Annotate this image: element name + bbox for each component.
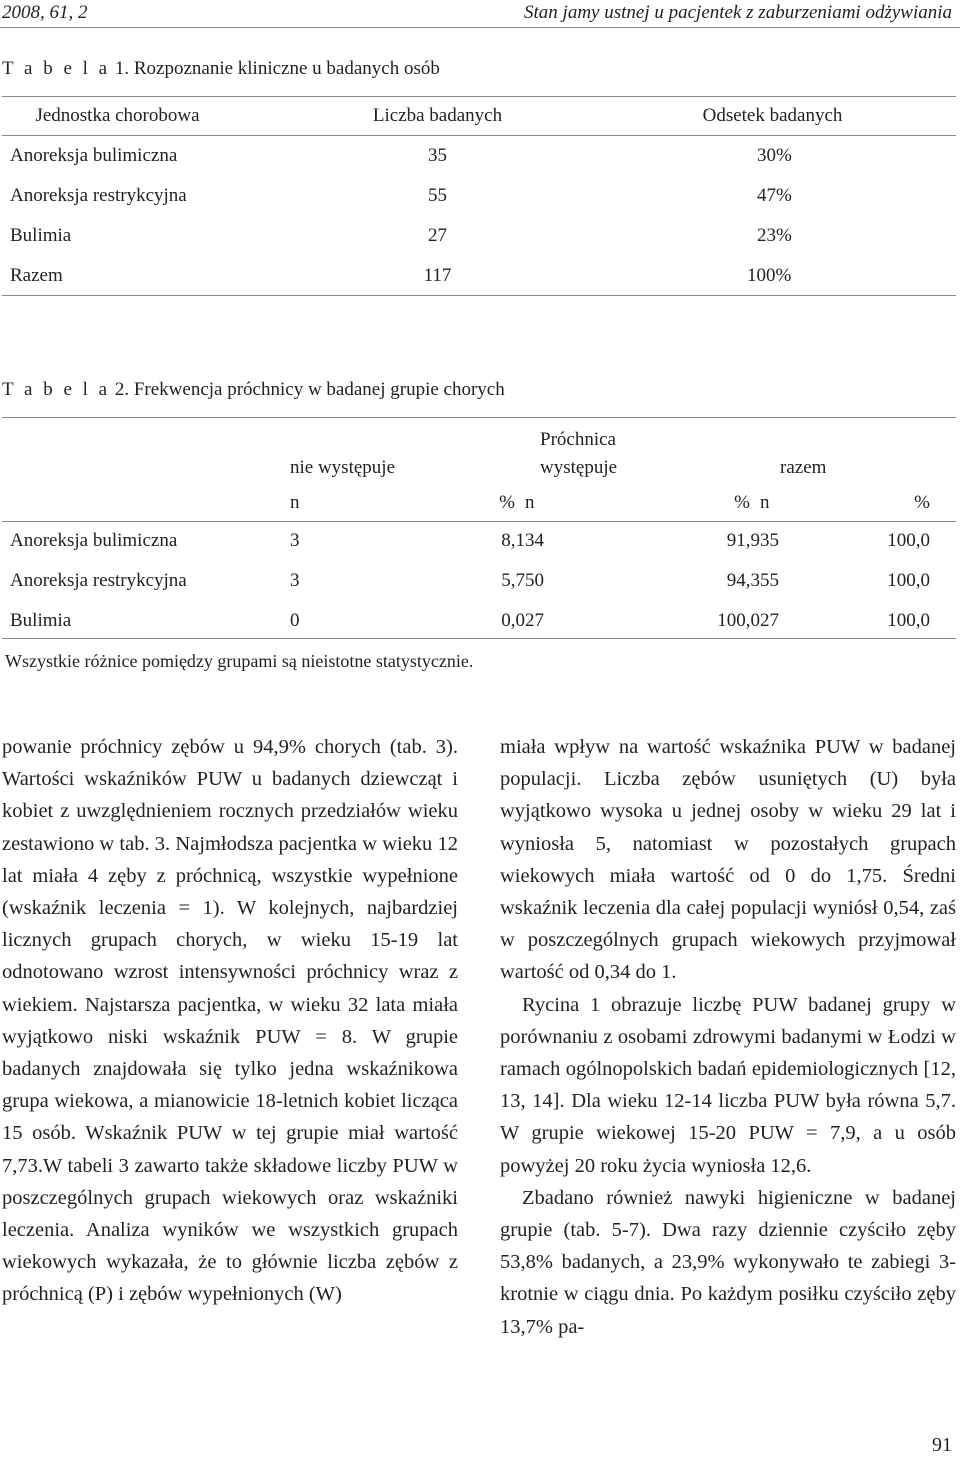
table1-cell: Anoreksja restrykcyjna: [10, 185, 187, 206]
table2-subheader-row: [10, 451, 930, 485]
table1: [10, 96, 890, 296]
table2-unit-row: [10, 485, 930, 521]
table2-note: Wszystkie różnice pomiędzy grupami są nieistotne statystycznie.: [5, 651, 474, 671]
table1-cell: 27: [428, 225, 447, 246]
table1-header-row: [10, 96, 890, 136]
table2-cell: 27: [525, 610, 544, 631]
body-column-left: [2, 731, 458, 1311]
body-paragraph: powanie próchnicy zębów u 94,9% chorych (tab. 3). Wartości wskaźników PUW u badanych dziewcząt i kobiet z uwzględnieniem rocznych przedziałów wieku zestawiono w tab. 3. Najmłodsza pacjentka w wieku 12 lat miała 4 zęby z próchnicą, wszystkie wypełnione (wskaźnik leczenia = 1). W kolejnych, najbardziej licznych grupach chorych, w wieku 15-19 lat odnotowano wzrost intensywności próchnicy wraz z wiekiem. Najstarsza pacjentka, w wieku 32 lata miała wyjątkowo niski wskaźnik PUW = 8. W grupie badanych znajdowała się tylko jedna wskaźnikowa grupa wiekowa, a mianowicie 18-letnich kobiet licząca 15 osób. Wskaźnik PUW w tej grupie miał wartość 7,73.W tabeli 3 zawarto także składowe liczby PUW w poszczególnych grupach wiekowych oraz wskaźniki leczenia. Analiza wyników we wszystkich grupach wiekowych wykazała, że to głównie liczba zębów z próchnicą (P) i zębów wypełnionych (W): [2, 736, 458, 1306]
table1-header-cell: Odsetek badanych: [702, 105, 843, 126]
table1-number: 1.: [114, 58, 130, 79]
table2-cell: 100,0: [887, 530, 930, 551]
table2-cell: 0: [290, 610, 300, 631]
table2-subheader: nie występuje: [290, 457, 396, 478]
body-paragraph: Zbadano również nawyki higieniczne w badanej grupie (tab. 5-7). Dwa razy dziennie czyściło zęby 53,8% badanych, a 23,9% wykonywało te zabiegi 3-krotnie w ciągu dnia. Po każdym posiłku czyściło zęby 13,7% pa-: [500, 1186, 956, 1338]
table2-unit-header: n: [760, 492, 770, 513]
table2-unit-header: n: [290, 492, 300, 513]
table2-number: 2.: [114, 379, 130, 400]
table1-cell: 23%: [757, 225, 792, 246]
table2-row: [10, 561, 930, 601]
table2-caption: [2, 379, 505, 401]
table2-cell: 94,3: [726, 570, 760, 591]
table2-cell: 8,1: [501, 530, 525, 551]
table2-cell: 3: [290, 530, 300, 551]
table1-header-cell: Jednostka chorobowa: [35, 105, 200, 126]
table2-title: Frekwencja próchnicy w badanej grupie chorych: [133, 379, 505, 400]
table2-group-header: Próchnica: [540, 429, 616, 450]
table1-header-cell: Liczba badanych: [372, 105, 503, 126]
table2-cell: Bulimia: [10, 610, 72, 631]
table2-label: T a b e l a: [2, 379, 111, 400]
table2-cell: Anoreksja restrykcyjna: [10, 570, 187, 591]
table1-cell: Bulimia: [10, 225, 72, 246]
body-paragraph: Rycina 1 obrazuje liczbę PUW badanej grupy w porównaniu z osobami zdrowymi badanymi w Łodzi w ramach ogólnopolskich badań epidemiologicznych [12, 13, 14]. Dla wieku 12-14 liczba PUW była równa 5,7. W grupie wiekowej 15-20 PUW = 7,9, a u osób powyżej 20 roku życia wyniosła 12,6.: [500, 993, 956, 1177]
table1-cell: 35: [428, 145, 447, 166]
table2-cell: 5,7: [501, 570, 525, 591]
running-header: [0, 0, 960, 26]
table2-cell: Anoreksja bulimiczna: [10, 530, 178, 551]
table1-row: [10, 136, 890, 176]
page-number: 91: [932, 1434, 952, 1456]
running-title: Stan jamy ustnej u pacjentek z zaburzeniami odżywiania: [524, 2, 952, 23]
table2-cell: 35: [760, 530, 779, 551]
table2-cell: 3: [290, 570, 300, 591]
table2-cell: 50: [525, 570, 544, 591]
table1-caption: [2, 58, 440, 80]
table1-row: [10, 176, 890, 216]
table2-unit-header: %: [734, 492, 750, 513]
table1-cell: 30%: [757, 145, 792, 166]
table2-unit-header: n: [525, 492, 535, 513]
table2: [10, 418, 930, 641]
table1-row: [10, 256, 890, 296]
table2-row: [10, 601, 930, 641]
table1-cell: 100%: [747, 265, 792, 286]
table2-row: [10, 521, 930, 561]
table1-row: [10, 216, 890, 256]
journal-citation: 2008, 61, 2: [2, 2, 88, 23]
table2-cell: 100,0: [887, 610, 930, 631]
table1-title: Rozpoznanie kliniczne u badanych osób: [133, 58, 440, 79]
header-rule: [0, 27, 960, 28]
table2-cell: 0,0: [501, 610, 525, 631]
table1-cell: 55: [428, 185, 447, 206]
table1-cell: Anoreksja bulimiczna: [10, 145, 178, 166]
table2-cell: 100,0: [887, 570, 930, 591]
table2-unit-header: %: [499, 492, 515, 513]
table2-group-row: [10, 418, 930, 451]
table2-subheader: występuje: [540, 457, 618, 478]
body-paragraph: miała wpływ na wartość wskaźnika PUW w badanej populacji. Liczba zębów usuniętych (U) była wyjątkowo wysoka u jednej osoby w wieku 29 lat i wyniosła 5, natomiast w pozostałych grupach wiekowych miała wartość od 0 do 1,75. Średni wskaźnik leczenia dla całej populacji wyniósł 0,54, zaś w poszczególnych grupach wiekowych przyjmował wartość od 0,34 do 1.: [500, 736, 956, 984]
table2-cell: 34: [525, 530, 544, 551]
body-column-right: [500, 731, 956, 1343]
table1-cell: 47%: [757, 185, 792, 206]
table2-subheader: razem: [780, 457, 827, 478]
table1-label: T a b e l a: [2, 58, 111, 79]
table1-cell: Razem: [10, 265, 63, 286]
table2-unit-header: %: [914, 492, 930, 513]
table1-cell: 117: [423, 265, 452, 286]
table2-cell: 100,0: [717, 610, 760, 631]
table2-cell: 91,9: [726, 530, 760, 551]
table2-cell: 55: [760, 570, 779, 591]
table2-cell: 27: [760, 610, 779, 631]
